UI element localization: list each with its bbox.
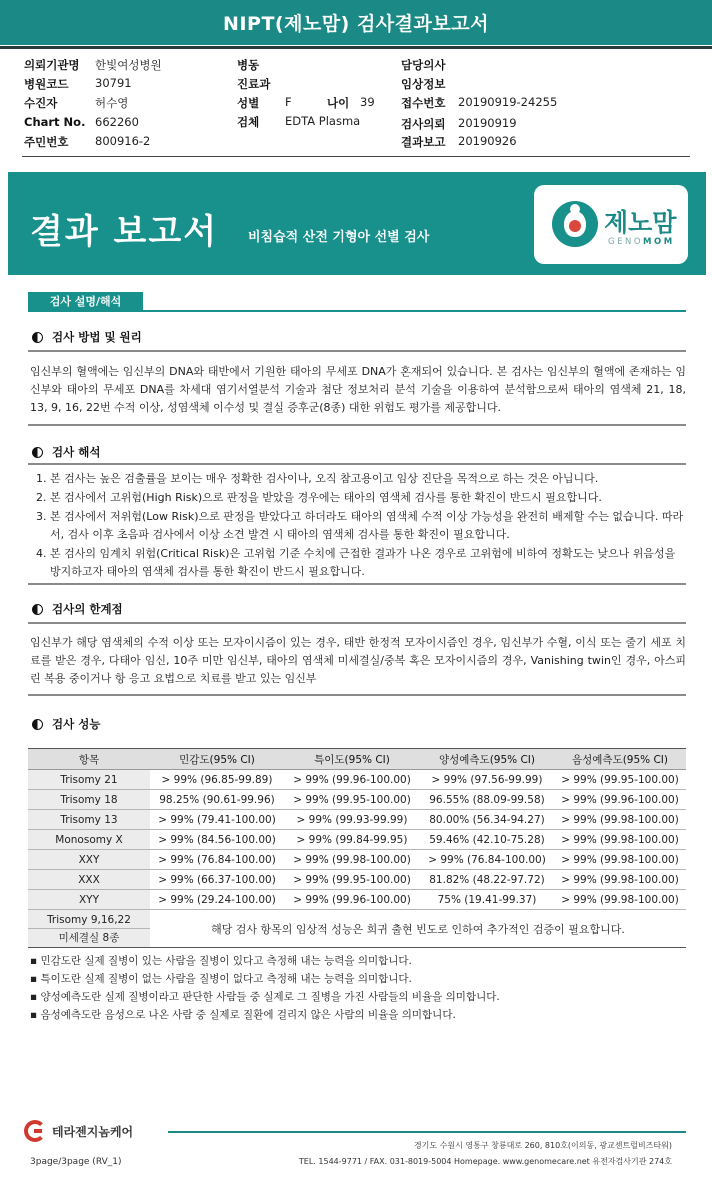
banner-title: 결과 보고서 — [30, 212, 219, 252]
logo-korean: 제노맘 — [604, 208, 677, 237]
company-g-icon — [24, 1120, 46, 1142]
hospital-code-value: 30791 — [95, 76, 132, 90]
note-item: ▪ 특이도란 실제 질병이 없는 사람을 질병이 없다고 측정해 내는 능력을 의미합니다. — [30, 973, 412, 985]
specimen-label: 검체 — [237, 115, 260, 129]
list-item: 2. 본 검사에서 고위험(High Risk)으로 판정을 받았을 경우에는 태아의 염색체 검사를 통한 확진이 반드시 필요합니다. — [36, 491, 602, 504]
patient-label: 수진자 — [24, 96, 58, 110]
patient-value: 허수영 — [95, 96, 129, 110]
chart-value: 662260 — [95, 115, 139, 129]
divider — [28, 583, 686, 585]
list-item: 3. 본 검사에서 저위험(Low Risk)으로 판정을 받았다고 하더라도 태아의 염색체 수적 이상 가능성을 완전히 배제할 수는 없습니다. 따라서, 검사 이후 초음파 검사에서 이상 소견 발견 시 태아의 염색체 검사를 통한 확진이 필요합니다. — [36, 510, 684, 541]
institution-value: 한빛여성병원 — [95, 58, 162, 72]
interpretation-heading: 검사 해석 — [32, 444, 100, 460]
chart-label: Chart No. — [24, 115, 86, 129]
company-name: 테라젠지놈케어 — [52, 1124, 134, 1139]
result-banner — [8, 172, 706, 275]
report-label: 결과보고 — [401, 135, 446, 149]
column-header: 양성예측도(95% CI) — [420, 749, 554, 770]
divider — [28, 694, 686, 696]
age-label: 나이 — [327, 96, 350, 110]
table-row: XXX > 99% (66.37-100.00) > 99% (99.95-100.00) 81.82% (48.22-97.72) > 99% (99.98-100.00) — [28, 870, 686, 890]
genomom-logo — [534, 185, 688, 264]
title-divider — [0, 46, 712, 49]
list-item: 4. 본 검사의 임계치 위험(Critical Risk)은 고위험 기준 수치에 근접한 결과가 나온 경우로 고위험에 비하여 정확도는 낮으나 위음성을 방지하고자 태아의 염색체 검사를 통한 확진이 반드시 필요합니다. — [36, 547, 676, 578]
table-row: Trisomy 21 > 99% (96.85-99.89) > 99% (99.96-100.00) > 99% (97.56-99.99) > 99% (99.95-100.00) — [28, 770, 686, 790]
note-item: ▪ 양성예측도란 실제 질병이라고 판단한 사람들 중 실제로 그 질병을 가진 사람들의 비율을 의미합니다. — [30, 991, 500, 1003]
table-row: Monosomy X > 99% (84.56-100.00) > 99% (99.84-99.95) 59.46% (42.10-75.28) > 99% (99.98-100.00) — [28, 830, 686, 850]
half-circle-icon — [32, 332, 43, 343]
extra-item: Trisomy 9,16,22 — [28, 911, 150, 929]
clinical-label: 임상정보 — [401, 77, 446, 91]
sex-value: F — [285, 95, 292, 109]
table-row: XYY > 99% (29.24-100.00) > 99% (99.96-100.00) 75% (19.41-99.37) > 99% (99.98-100.00) — [28, 890, 686, 910]
divider — [28, 424, 686, 426]
institution-label: 의뢰기관명 — [24, 58, 80, 72]
patient-info — [0, 55, 712, 155]
performance-heading: 검사 성능 — [32, 716, 100, 732]
performance-notes — [30, 952, 500, 1024]
table-row: Trisomy 13 > 99% (79.41-100.00) > 99% (99.93-99.99) 80.00% (56.34-94.27) > 99% (99.98-100.00) — [28, 810, 686, 830]
ward-label: 병동 — [237, 58, 260, 72]
table-header-row — [28, 749, 686, 770]
section-tab: 검사 설명/해석 — [28, 292, 143, 310]
request-value: 20190919 — [458, 116, 517, 130]
half-circle-icon — [32, 447, 43, 458]
half-circle-icon — [32, 604, 43, 615]
resident-value: 800916-2 — [95, 134, 151, 148]
list-item: 1. 본 검사는 높은 검출률을 보이는 매우 정확한 검사이나, 오직 참고용이고 임상 진단을 목적으로 하는 것은 아닙니다. — [36, 472, 599, 485]
column-header: 민감도(95% CI) — [150, 749, 284, 770]
half-circle-icon — [32, 719, 43, 730]
resident-label: 주민번호 — [24, 135, 69, 149]
dept-label: 진료과 — [237, 77, 271, 91]
report-value: 20190926 — [458, 134, 517, 148]
company-address: 경기도 수원시 영통구 창룡대로 260, 810호(이의동, 광교센트럴비즈타워) — [413, 1141, 672, 1150]
mother-icon — [552, 201, 598, 247]
table-row: XXY > 99% (76.84-100.00) > 99% (99.98-100.00) > 99% (76.84-100.00) > 99% (99.98-100.00) — [28, 850, 686, 870]
column-header: 항목 — [28, 749, 150, 770]
hospital-code-label: 병원코드 — [24, 77, 69, 91]
table-row: Trisomy 18 98.25% (90.61-99.96) > 99% (99.95-100.00) 96.55% (88.09-99.58) > 99% (99.96-100.00) — [28, 790, 686, 810]
info-divider — [22, 156, 690, 157]
receipt-label: 접수번호 — [401, 96, 446, 110]
divider — [28, 622, 686, 624]
company-contact: TEL. 1544-9771 / FAX. 031-8019-5004 Homepage. www.genomecare.net 유전자검사기관 274호 — [298, 1157, 672, 1166]
limitation-text: 임신부가 해당 염색체의 수적 이상 또는 모자이시즘이 있는 경우, 태반 한정적 모자이시즘인 경우, 임신부가 수혈, 이식 또는 줄기 세포 치료를 받은 경우, 다태아 임신, 10주 미만 임신부, 태아의 염색체 미세결실/중복 혹은 모자이시즘의 경우, Vanishing twin인 경우, 아스피린 복용 중이거나 항 응고 요법으로 치료를 받고 있는 임신부 — [30, 636, 686, 685]
footer-divider — [168, 1131, 686, 1133]
logo-english: GENOMOM — [608, 237, 675, 247]
extra-note: 해당 검사 항목의 임상적 성능은 희귀 출현 빈도로 인하여 추가적인 검증이 필요합니다. — [150, 910, 686, 948]
extra-item: 미세결실 8종 — [58, 931, 120, 944]
page-number: 3page/3page (RV_1) — [30, 1157, 122, 1167]
method-heading: 검사 방법 및 원리 — [32, 329, 142, 345]
interpretation-list — [36, 470, 686, 582]
age-value: 39 — [360, 95, 375, 109]
divider — [28, 350, 686, 352]
receipt-value: 20190919-24255 — [458, 95, 558, 109]
specimen-value: EDTA Plasma — [285, 114, 361, 128]
performance-table — [28, 748, 686, 948]
note-item: ▪ 민감도란 실제 질병이 있는 사람을 질병이 있다고 측정해 내는 능력을 의미합니다. — [30, 955, 412, 967]
report-title: NIPT(제노맘) 검사결과보고서 — [0, 0, 712, 45]
section-tab-divider — [28, 310, 686, 312]
doctor-label: 담당의사 — [401, 58, 446, 72]
note-item: ▪ 음성예측도란 음성으로 나온 사람 중 실제로 질환에 걸리지 않은 사람의 비율을 의미합니다. — [30, 1009, 456, 1021]
banner-subtitle: 비침습적 산전 기형아 선별 검사 — [248, 230, 430, 245]
divider — [28, 463, 686, 465]
column-header: 음성예측도(95% CI) — [554, 749, 686, 770]
limitation-heading: 검사의 한계점 — [32, 601, 123, 617]
company-logo — [24, 1120, 133, 1142]
sex-label: 성별 — [237, 96, 260, 110]
method-text: 임신부의 혈액에는 임신부의 DNA와 태반에서 기원한 태아의 무세포 DNA가 혼재되어 있습니다. 본 검사는 임신부의 혈액에 존재하는 임신부와 태아의 무세포 DNA를 차세대 염기서열분석 기술과 첨단 정보처리 분석 기술을 이용하여 분석함으로써 태아의 염색체 21, 18, 13, 9, 16, 22번 수적 이상, 성염색체 이수성 및 결실 증후군(8종) 대한 위험도 평가를 제공합니다. — [30, 365, 686, 414]
table-row — [28, 910, 686, 948]
column-header: 특이도(95% CI) — [284, 749, 420, 770]
request-label: 검사의뢰 — [401, 117, 446, 131]
